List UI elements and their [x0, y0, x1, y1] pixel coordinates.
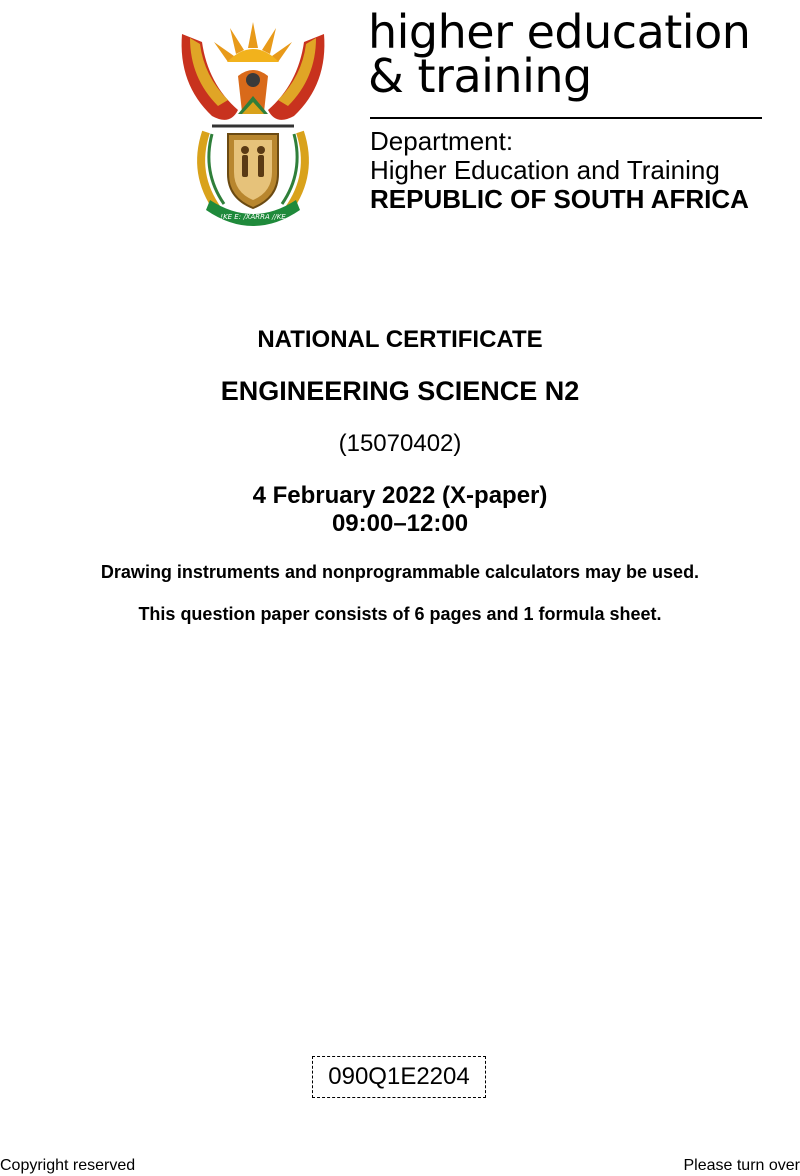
subject-title: ENGINEERING SCIENCE N2: [220, 376, 580, 406]
footer-turn-over: Please turn over: [683, 1157, 800, 1174]
svg-text:!KE E: /XARRA //KE: !KE E: /XARRA //KE: [220, 213, 286, 221]
brand-divider: [370, 117, 762, 119]
instruction-page-count: This question paper consists of 6 pages and 1 formula sheet.: [138, 604, 662, 624]
exam-date-time: [0, 482, 800, 538]
brand-title: [368, 5, 751, 103]
department-label: Department:: [370, 126, 514, 156]
brand-line-2: & training: [368, 49, 592, 103]
subject-code: (15070402): [338, 430, 462, 457]
brand-line-1: higher education: [368, 5, 751, 59]
instruction-calculators: Drawing instruments and nonprogrammable calculators may be used.: [100, 562, 700, 582]
country-name: REPUBLIC OF SOUTH AFRICA: [370, 184, 749, 214]
paper-code: 090Q1E2204: [328, 1063, 470, 1090]
exam-date: 4 February 2022 (X-paper): [252, 482, 548, 509]
paper-code-box: [312, 1056, 486, 1098]
department-name: Higher Education and Training: [370, 155, 720, 185]
exam-time: 09:00–12:00: [331, 510, 469, 537]
coat-of-arms-icon: [172, 14, 334, 232]
department-block: [370, 127, 749, 214]
footer-copyright: Copyright reserved: [0, 1157, 136, 1174]
certificate-heading: NATIONAL CERTIFICATE: [257, 326, 543, 353]
